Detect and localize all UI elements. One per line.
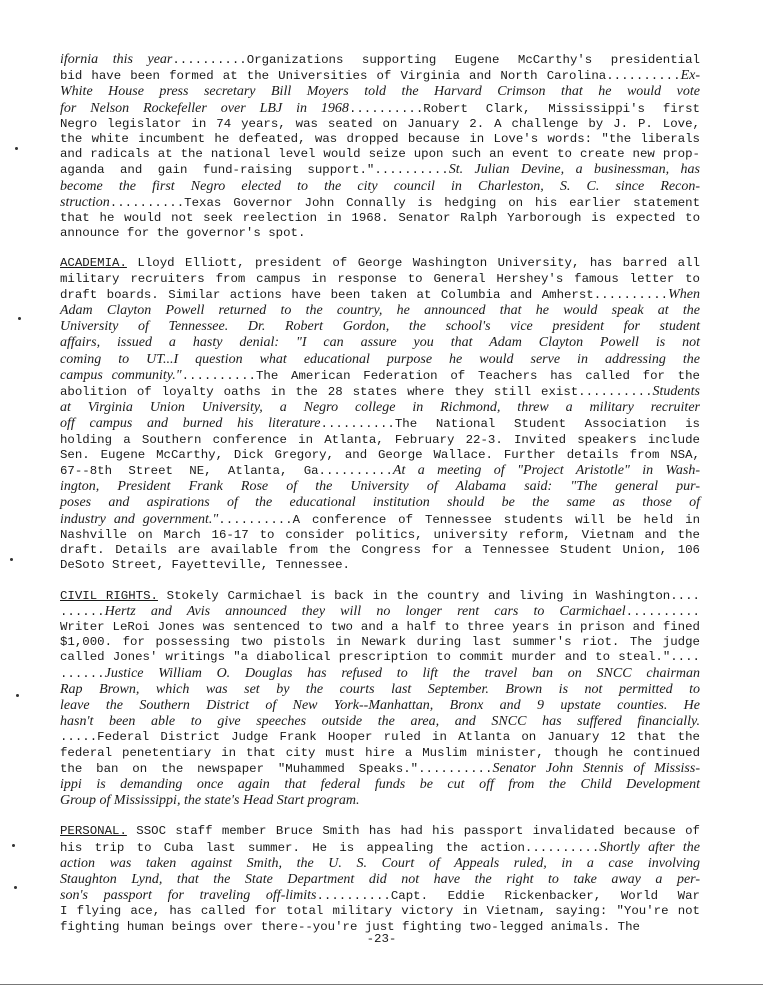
text-run: draft. Details are available from the Congress for a Tennessee Student Union, 106 — [60, 543, 700, 558]
text-line — [60, 824, 700, 839]
page-number: -23- — [366, 932, 397, 946]
text-run: $1,000. for possessing two pistols in Newark during last summer's riot. The judge — [60, 635, 700, 650]
italic-run: for Nelson Rockefeller over LBJ in 1968 — [60, 100, 349, 116]
text-run: .....Federal District Judge Frank Hooper ruled in Atlanta on January 12 that the — [60, 730, 700, 745]
text-run: military recruiters from campus in response to General Hershey's famous letter to — [60, 271, 700, 286]
margin-speck — [15, 147, 18, 150]
italic-run: leave the Southern District of New York--Manhattan, Bronx and 9 upstate counties. He — [60, 697, 700, 713]
italic-run: son's passport for traveling off-limits — [60, 888, 317, 904]
section-heading: ACADEMIA. — [60, 256, 127, 271]
text-line — [60, 589, 700, 604]
margin-speck — [14, 886, 17, 889]
text-line — [60, 84, 700, 100]
text-line — [60, 272, 700, 287]
text-line — [60, 52, 700, 68]
text-line — [60, 666, 700, 682]
text-run: SSOC staff member Bruce Smith has had his passport invalidated because of — [136, 824, 700, 839]
text-run: and radicals at the national level would seize upon such an event to create new prop- — [60, 147, 700, 162]
text-line — [60, 256, 700, 271]
text-line — [60, 650, 700, 665]
text-line — [60, 635, 700, 650]
text-run: ..........Capt. Eddie Rickenbacker, World War — [316, 889, 700, 904]
text-line — [60, 448, 700, 463]
text-line — [60, 287, 700, 303]
italic-run: Hertz and Avis announced they will no longer rent cars to Carmichael — [104, 603, 626, 619]
paragraph — [60, 256, 700, 573]
text-line — [60, 698, 700, 714]
italic-run: ington, President Frank Rose of the University of Alabama said: "The general pur- — [60, 479, 700, 495]
text-line — [60, 872, 700, 888]
text-line — [60, 793, 700, 809]
text-line — [60, 730, 700, 745]
paragraph — [60, 52, 700, 241]
text-run: Stokely Carmichael is back in the country and living in Washington.... — [166, 588, 700, 603]
text-run: ..........Texas Governor John Connally is hedging on his earlier statement — [109, 195, 700, 210]
italic-run: become the first Negro elected to the city council in Charleston, S. C. since Recon- — [60, 178, 700, 194]
text-line — [60, 904, 700, 919]
italic-run: Ex- — [680, 68, 700, 84]
italic-run: Senator John Stennis of Mississ- — [492, 760, 700, 776]
text-line — [60, 226, 700, 241]
text-line — [60, 132, 700, 147]
text-run: .......... — [625, 604, 700, 619]
text-line — [60, 179, 700, 195]
italic-run: Rap Brown, which was set by the courts last September. Brown is not permitted to — [60, 681, 700, 697]
text-line — [60, 416, 700, 432]
text-line — [60, 512, 700, 528]
italic-run: Adam Clayton Powell returned to the country, he announced that he would speak at the — [60, 303, 700, 319]
italic-run: Justice William O. Douglas has refused to lift the travel ban on SNCC chairman — [104, 665, 700, 681]
margin-speck — [16, 694, 19, 697]
text-line — [60, 433, 700, 448]
text-run: ...... — [60, 604, 105, 619]
text-line — [60, 319, 700, 335]
italic-run: ifornia this year — [60, 52, 173, 67]
text-line — [60, 195, 700, 211]
text-run: fighting human beings over there--you're just fighting two-legged animals. The — [60, 919, 640, 934]
italic-run: at Virginia Union University, a Negro college in Richmond, threw a military recruiter — [60, 400, 700, 416]
text-line — [60, 479, 700, 495]
text-line — [60, 384, 700, 400]
text-run: Sen. Eugene McCarthy, Dick Gregory, and George Wallace. Further details from NSA, — [60, 447, 700, 462]
text-run: Lloyd Elliott, president of George Washington University, has barred all — [137, 256, 700, 271]
text-run: DeSoto Street, Fayetteville, Tennessee. — [60, 558, 350, 573]
text-run: called Jones' writings "a diabolical prescription to commit murder and to steal.".... — [60, 650, 700, 665]
text-run: abolition of loyalty oaths in the 28 states where they still exist.......... — [60, 385, 653, 400]
text-line — [60, 558, 700, 573]
text-run: the white incumbent he defeated, was dropped because in Love's words: "the liberals — [60, 132, 700, 147]
text-run: announce for the governor's spot. — [60, 226, 306, 241]
text-run: ..........The American Federation of Teachers has called for the — [181, 368, 700, 383]
text-run: his trip to Cuba last summer. He is appealing the action.......... — [60, 840, 600, 855]
document-body — [60, 52, 700, 950]
text-run: I flying ace, has called for total military victory in Vietnam, saying: "You're not — [60, 904, 700, 919]
text-line — [60, 746, 700, 761]
italic-run: Staughton Lynd, that the State Department did not have the right to take away a per- — [60, 871, 700, 887]
italic-run: White House press secretary Bill Moyers told the Harvard Crimson that he would vote — [60, 84, 700, 100]
text-line — [60, 303, 700, 319]
section-heading: CIVIL RIGHTS. — [60, 588, 158, 603]
text-line — [60, 856, 700, 872]
text-line — [60, 162, 700, 178]
text-line — [60, 335, 700, 351]
text-run: draft boards. Similar actions have been taken at Columbia and Amherst.......... — [60, 287, 669, 302]
section-heading: PERSONAL. — [60, 824, 127, 839]
italic-run: At a meeting of "Project Aristotle" in Wash- — [392, 463, 700, 479]
text-run: the ban on the newspaper "Muhammed Speaks.".......... — [60, 761, 493, 776]
italic-run: When — [668, 286, 700, 302]
italic-run: action was taken against Smith, the U. S. Court of Appeals ruled, in a case involving — [60, 855, 700, 871]
text-line — [60, 463, 700, 479]
text-line — [60, 528, 700, 543]
text-line — [60, 620, 700, 635]
italic-run: industry and government." — [60, 511, 219, 527]
text-line — [60, 68, 700, 84]
italic-run: hasn't been able to give speeches outside the area, and SNCC has suffered financially. — [60, 714, 700, 730]
text-line — [60, 101, 700, 117]
text-run: federal penetentiary in that city must hire a Muslim minister, though he continued — [60, 745, 700, 760]
italic-run: poses and aspirations of the educational institution should be the same as those of — [60, 495, 700, 511]
italic-run: St. Julian Devine, a businessman, has — [448, 162, 700, 178]
bottom-scan-edge — [0, 984, 763, 985]
text-line — [60, 147, 700, 162]
italic-run: affairs, issued a hasty denial: "I can assure you that Adam Clayton Powell is not — [60, 335, 700, 351]
text-run: ..........The National Student Association is — [320, 417, 700, 432]
text-run: ..........Organizations supporting Eugene McCarthy's presidential — [172, 53, 700, 67]
text-run: that he would not seek reelection in 1968. Senator Ralph Yarborough is expected to — [60, 211, 700, 226]
text-line — [60, 211, 700, 226]
text-line — [60, 495, 700, 511]
italic-run: coming to UT...I question what educational purpose he would serve in addressing the — [60, 351, 700, 367]
italic-run: ippi is demanding once again that federal funds be cut off from the Child Development — [60, 776, 700, 792]
paragraph — [60, 824, 700, 934]
margin-speck — [12, 844, 15, 847]
text-run: Nashville on March 16-17 to consider politics, university reform, Vietnam and the — [60, 527, 700, 542]
text-run: ...... — [60, 666, 105, 681]
italic-run: Students — [652, 384, 700, 400]
margin-speck — [18, 317, 21, 320]
text-run: Negro legislator in 74 years, was seated on January 2. A challenge by J. P. Love, — [60, 116, 700, 131]
text-run: 67--8th Street NE, Atlanta, Ga.......... — [60, 464, 393, 479]
margin-speck — [10, 558, 13, 561]
text-run: ..........A conference of Tennessee students will be held in — [218, 512, 701, 527]
text-line — [60, 368, 700, 384]
italic-run: campus community." — [60, 367, 182, 383]
text-run: holding a Southern conference in Atlanta, February 22-3. Invited speakers include — [60, 432, 700, 447]
paragraph — [60, 589, 700, 810]
text-run: aganda and gain fund-raising support.".......... — [60, 163, 449, 178]
italic-run: off campus and burned his literature — [60, 416, 321, 432]
text-line — [60, 777, 700, 793]
italic-run: University of Tennessee. Dr. Robert Gordon, the school's vice president for student — [60, 319, 700, 335]
italic-run: struction — [60, 194, 110, 210]
text-run: ..........Robert Clark, Mississippi's first — [348, 101, 700, 116]
text-line — [60, 543, 700, 558]
text-line — [60, 400, 700, 416]
text-line — [60, 352, 700, 368]
text-line — [60, 761, 700, 777]
text-run: bid have been formed at the Universities of Virginia and North Carolina.......... — [60, 69, 681, 84]
text-line — [60, 117, 700, 132]
text-run: Writer LeRoi Jones was sentenced to two and a half to three years in prison and fined — [60, 619, 700, 634]
text-line — [60, 888, 700, 904]
text-line — [60, 604, 700, 620]
text-line — [60, 714, 700, 730]
italic-run: Shortly after the — [599, 839, 700, 855]
text-line — [60, 840, 700, 856]
italic-run: Group of Mississippi, the state's Head Start program. — [60, 793, 360, 809]
text-line — [60, 682, 700, 698]
